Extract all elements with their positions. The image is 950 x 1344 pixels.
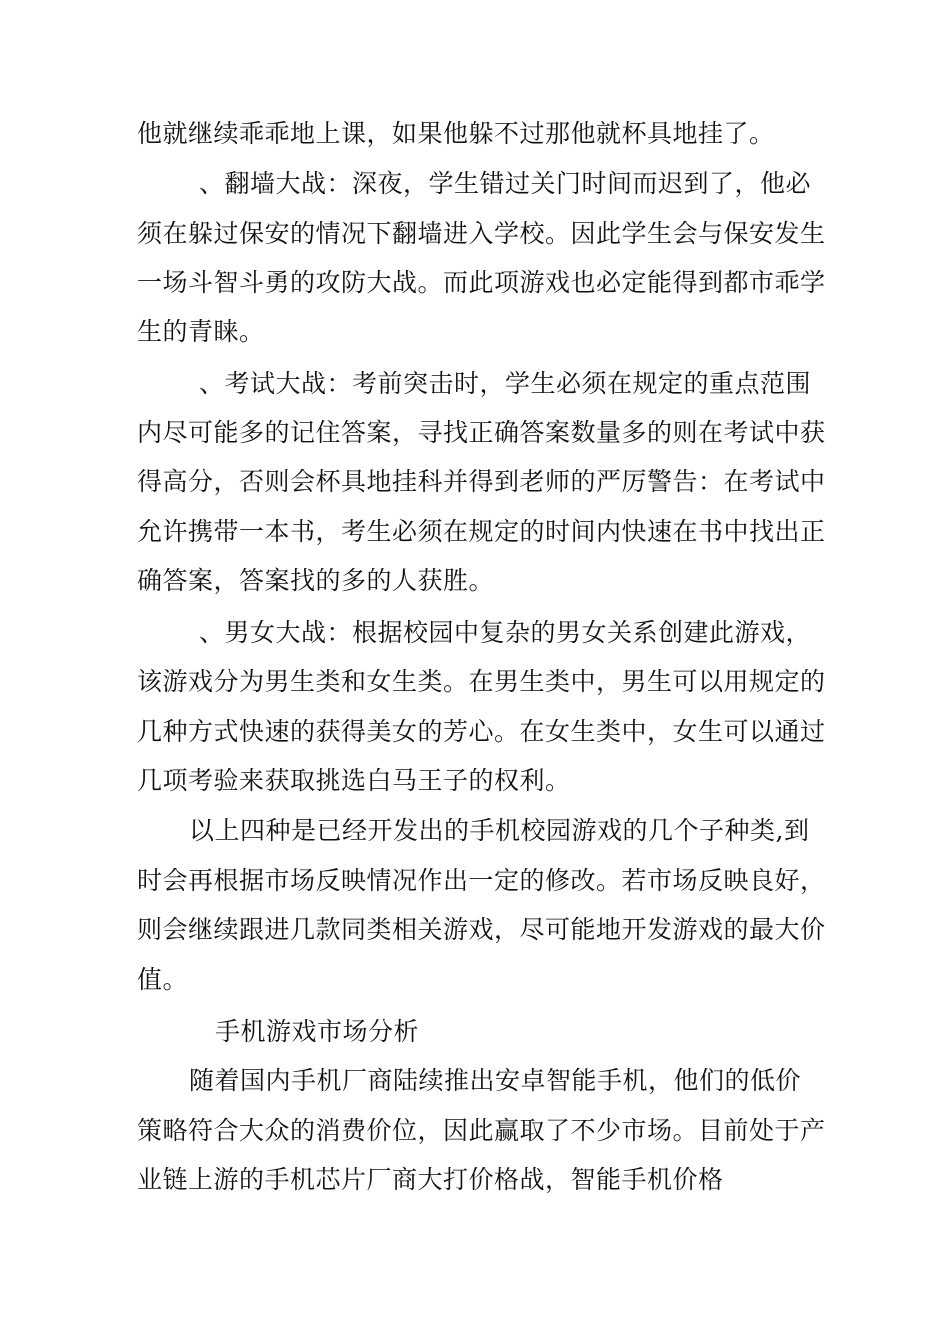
text-line: 内尽可能多的记住答案，寻找正确答案数量多的则在考试中获 (137, 418, 826, 447)
text-line: 、翻墙大战：深夜，学生错过关门时间而迟到了，他必 (199, 169, 812, 198)
text-line: 生的青睐。 (137, 317, 265, 346)
text-line: 随着国内手机厂商陆续推出安卓智能手机，他们的低价 (189, 1066, 802, 1095)
text-line: 值。 (137, 965, 189, 994)
text-line: 他就继续乖乖地上课，如果他躲不过那他就杯具地挂了。 (137, 119, 775, 148)
text-line: 几项考验来获取挑选白马王子的权利。 (137, 766, 571, 795)
text-line: 确答案，答案找的多的人获胜。 (137, 566, 495, 595)
text-line: 以上四种是已经开发出的手机校园游戏的几个子种类,到 (189, 816, 810, 845)
text-line: 允许携带一本书，考生必须在规定的时间内快速在书中找出正 (137, 517, 826, 546)
text-line: 、男女大战：根据校园中复杂的男女关系创建此游戏， (199, 618, 812, 647)
text-line: 则会继续跟进几款同类相关游戏，尽可能地开发游戏的最大价 (137, 915, 826, 944)
section-heading: 手机游戏市场分析 (215, 1017, 420, 1046)
text-line: 时会再根据市场反映情况作出一定的修改。若市场反映良好， (137, 866, 826, 895)
text-line: 、考试大战：考前突击时，学生必须在规定的重点范围 (199, 369, 812, 398)
text-line: 得高分，否则会杯具地挂科并得到老师的严厉警告：在考试中 (137, 467, 826, 496)
text-line: 须在躲过保安的情况下翻墙进入学校。因此学生会与保安发生 (137, 219, 826, 248)
text-line: 几种方式快速的获得美女的芳心。在女生类中，女生可以通过 (137, 717, 826, 746)
text-line: 该游戏分为男生类和女生类。在男生类中，男生可以用规定的 (137, 667, 826, 696)
text-line: 业链上游的手机芯片厂商大打价格战，智能手机价格 (137, 1165, 724, 1194)
text-line: 策略符合大众的消费价位，因此赢取了不少市场。目前处于产 (137, 1116, 826, 1145)
text-line: 一场斗智斗勇的攻防大战。而此项游戏也必定能得到都市乖学 (137, 268, 826, 297)
